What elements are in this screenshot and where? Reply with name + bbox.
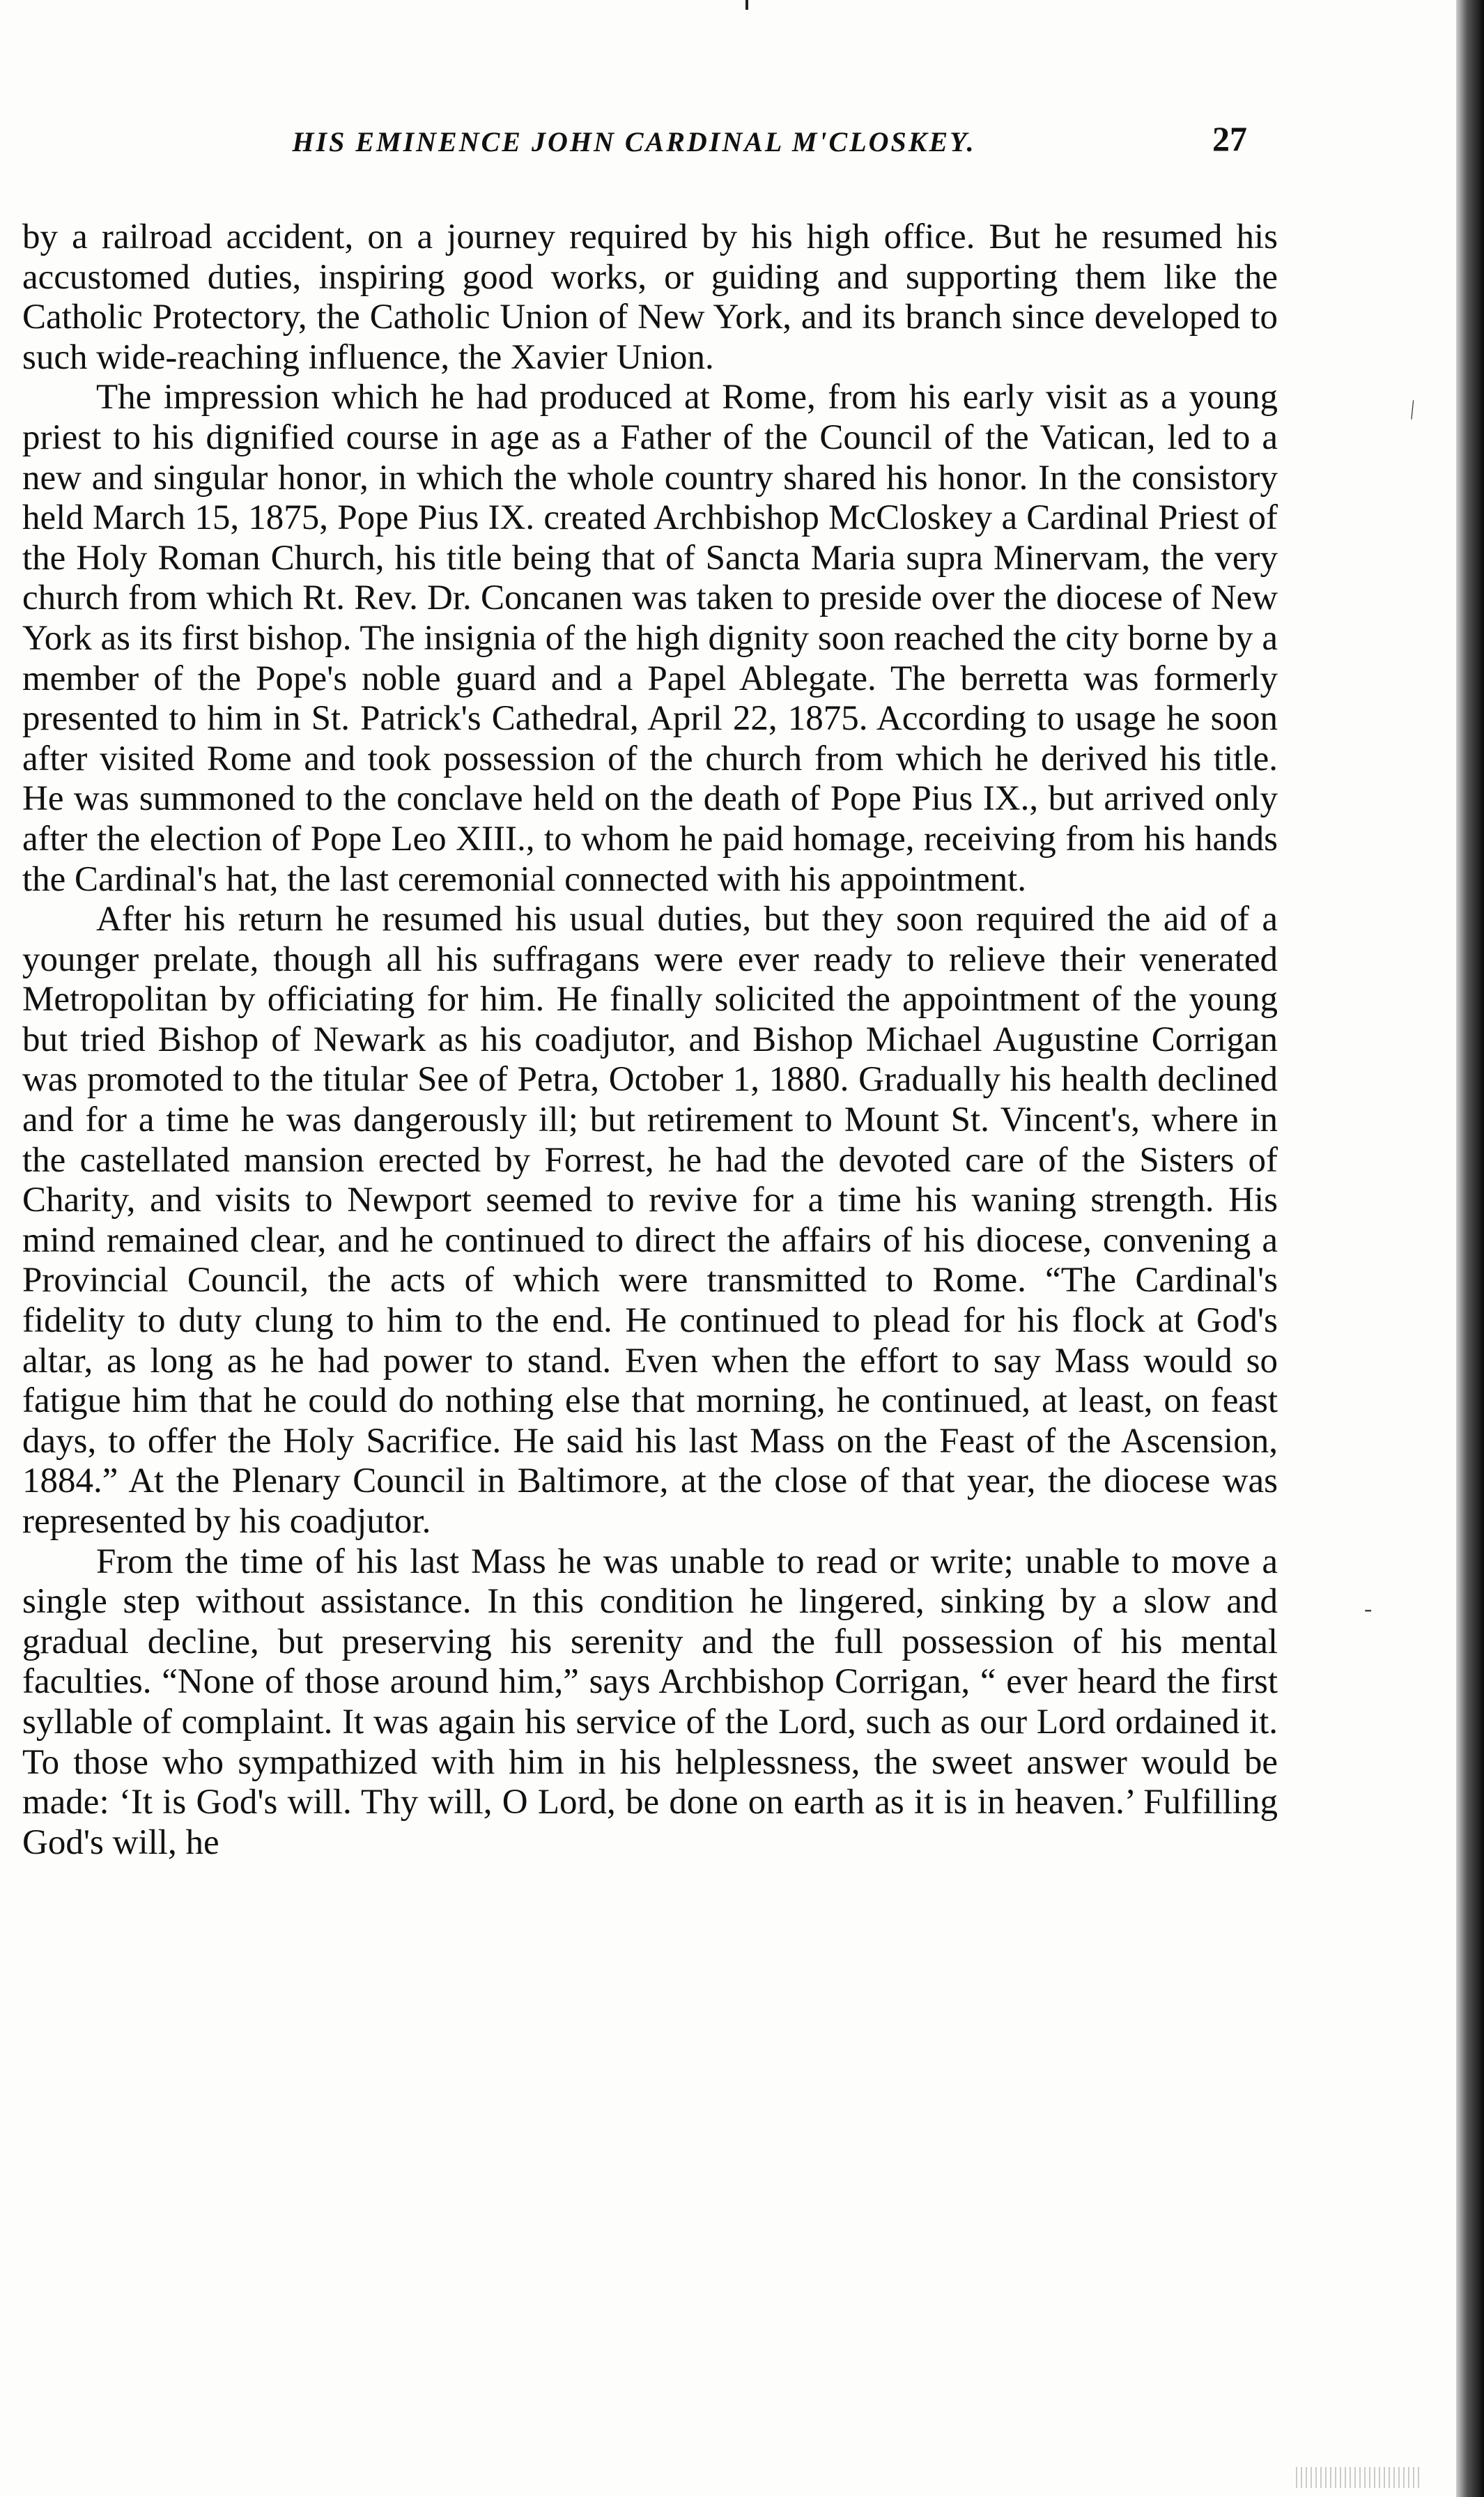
paragraph-4: From the time of his last Mass he was unable to read or write; unable to move a single step without assistance. In this condition he lingered, sinking by a slow and gradual decline, but preserving his serenity and the full possession of his mental faculties. “None of those around him,” says Archbishop Corrigan, “ ever heard the first syllable of complaint. It was again his service of the Lord, such as our Lord ordained it. To those who sympathized with him in his helplessness, the sweet answer would be made: ‘It is God's will. Thy will, O Lord, be done on earth as it is in heaven.’ Fulfilling God's will, he <box>22 1542 1278 1862</box>
paragraph-2: The impression which he had produced at Rome, from his early visit as a young priest to his dignified course in age as a Father of the Council of the Vatican, led to a new and singular honor, in which the whole country shared his honor. In the consistory held March 15, 1875, Pope Pius IX. created Archbishop McCloskey a Cardinal Priest of the Holy Roman Church, his title being that of Sancta Maria supra Minervam, the very church from which Rt. Rev. Dr. Concanen was taken to preside over the diocese of New York as its first bishop. The insignia of the high dignity soon reached the city borne by a member of the Pope's noble guard and a Papel Ablegate. The berretta was formerly presented to him in St. Patrick's Cathedral, April 22, 1875. According to usage he soon after visited Rome and took possession of the church from which he derived his title. He was summoned to the conclave held on the death of Pope Pius IX., but arrived only after the election of Pope Leo XIII., to whom he paid homage, receiving from his hands the Cardinal's hat, the last ceremonial connected with his appointment. <box>22 378 1278 899</box>
page-edge-shadow <box>1456 0 1484 2497</box>
margin-dash-mark: ‐ <box>1364 1596 1373 1622</box>
body-text <box>22 217 1278 1863</box>
page-number: 27 <box>1212 119 1247 158</box>
running-head-title: HIS EMINENCE JOHN CARDINAL M'CLOSKEY. <box>292 126 976 157</box>
paragraph-1: by a railroad accident, on a journey required by his high office. But he resumed his accustomed duties, inspiring good works, or guiding and supporting them like the Catholic Protectory, the Catholic Union of New York, and its branch since developed to such wide-reaching influence, the Xavier Union. <box>22 217 1278 377</box>
margin-pencil-mark: ⁄ <box>1404 398 1421 423</box>
paragraph-3: After his return he resumed his usual duties, but they soon required the aid of a younger prelate, though all his suffragans were ever ready to relieve their venerated Metropolitan by officiating for him. He finally solicited the appointment of the young but tried Bishop of Newark as his coadjutor, and Bishop Michael Augustine Corrigan was promoted to the titular See of Petra, October 1, 1880. Gradually his health declined and for a time he was dangerously ill; but retirement to Mount St. Vincent's, where in the castellated mansion erected by Forrest, he had the devoted care of the Sisters of Charity, and visits to Newport seemed to revive for a time his waning strength. His mind remained clear, and he continued to direct the affairs of his diocese, convening a Provincial Council, the acts of which were transmitted to Rome. “The Cardinal's fidelity to duty clung to him to the end. He continued to plead for his flock at God's altar, as long as he had power to stand. Even when the effort to say Mass would so fatigue him that he could do nothing else that morning, he continued, at least, on feast days, to offer the Holy Sacrifice. He said his last Mass on the Feast of the Ascension, 1884.” At the Plenary Council in Baltimore, at the close of that year, the diocese was represented by his coadjutor. <box>22 900 1278 1541</box>
scan-tick-mark <box>745 0 748 10</box>
scan-noise <box>1296 2467 1421 2488</box>
